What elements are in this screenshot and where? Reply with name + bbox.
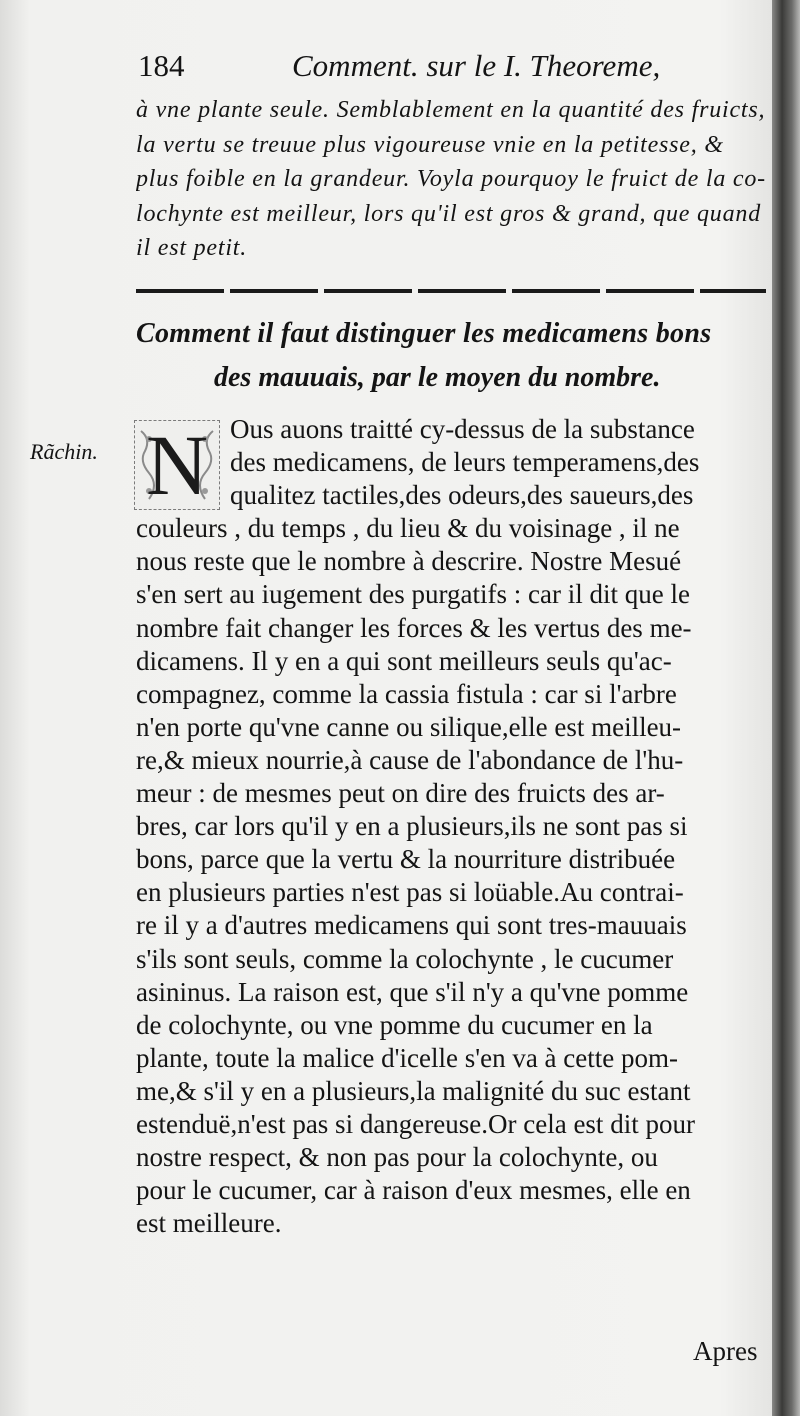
intro-line: la vertu se treuue plus vigoureuse vnie en la petitesse, & — [136, 131, 724, 158]
page-number: 184 — [138, 48, 185, 83]
body-line: nombre fait changer les forces & les vertus des me- — [136, 612, 692, 643]
body-line: nous reste que le nombre à descrire. Nostre Mesué — [136, 546, 682, 577]
body-line: bons, parce que la vertu & la nourriture distribuée — [136, 844, 676, 875]
body-line: qualitez tactiles,des odeurs,des saueurs,des — [230, 480, 694, 511]
body-line: plante, toute la malice d'icelle s'en va à cette pom- — [136, 1042, 678, 1073]
section-title-line: Comment il faut distinguer les medicamens bons — [136, 318, 712, 349]
intro-line: il est petit. — [136, 235, 248, 261]
intro-paragraph — [136, 93, 768, 266]
body-line: compagnez, comme la cassia fistula : car si l'arbre — [136, 678, 677, 709]
body-line: nostre respect, & non pas pour la colochynte, ou — [136, 1142, 658, 1173]
body-line: meur : de mesmes peut on dire des fruicts des ar- — [136, 778, 665, 809]
running-head: Comment. sur le I. Theoreme, — [292, 48, 661, 83]
page-header — [138, 44, 668, 94]
intro-line: lochynte est meilleur, lors qu'il est gros & grand, que quand — [136, 200, 761, 227]
body-line: s'ils sont seuls, comme la colochynte , le cucumer — [136, 943, 674, 974]
body-line: de colochynte, ou vne pomme du cucumer en la — [136, 1009, 653, 1040]
body-paragraph — [0, 413, 772, 1240]
section-title — [136, 312, 768, 400]
intro-line: à vne plante seule. Semblablement en la quantité des fruicts, — [136, 97, 766, 123]
body-line: en plusieurs parties n'est pas si loüable.Au contrai- — [136, 877, 684, 908]
body-line: s'en sert au iugement des purgatifs : car il dit que le — [136, 579, 690, 610]
body-line: estenduë,n'est pas si dangereuse.Or cela est dit pour — [136, 1108, 695, 1139]
body-line: est meilleure. — [136, 1208, 282, 1239]
catchword: Apres — [693, 1336, 758, 1366]
body-line: asininus. La raison est, que s'il n'y a qu'vne pomme — [136, 976, 689, 1007]
body-line: dicamens. Il y en a qui sont meilleurs seuls qu'ac- — [136, 645, 672, 676]
body-line: bres, car lors qu'il y en a plusieurs,ils ne sont pas si — [136, 811, 688, 842]
intro-line: plus foible en la grandeur. Voyla pourquoy le fruict de la co- — [136, 166, 766, 192]
margin-note: Rãchin. — [30, 439, 98, 464]
body-line: des medicamens, de leurs temperamens,des — [230, 447, 700, 478]
body-line: Ous auons traitté cy-dessus de la substance — [230, 414, 695, 444]
body-line: pour le cucumer, car à raison d'eux mesmes, elle en — [136, 1175, 691, 1206]
body-line: couleurs , du temps , du lieu & du voisinage , il ne — [136, 513, 680, 544]
section-divider — [136, 289, 766, 293]
drop-cap-letter: N — [145, 417, 209, 513]
book-spine-shadow — [772, 0, 800, 1416]
section-title-line: des mauuais, par le moyen du nombre. — [214, 362, 661, 393]
body-line: re,& mieux nourrie,à cause de l'abondance de l'hu- — [136, 744, 684, 775]
body-line: n'en porte qu'vne canne ou silique,elle est meilleu- — [136, 711, 682, 742]
body-line: re il y a d'autres medicamens qui sont tres-mauuais — [136, 910, 687, 941]
body-line: me,& s'il y en a plusieurs,la malignité du suc estant — [136, 1075, 691, 1106]
